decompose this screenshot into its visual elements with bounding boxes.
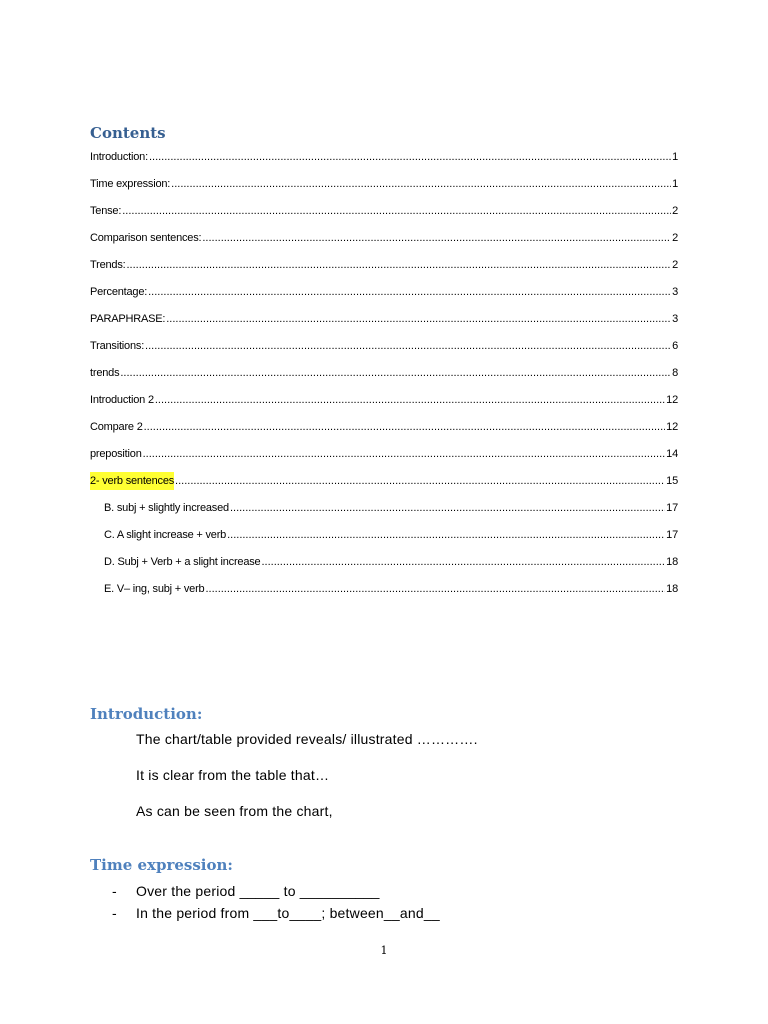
toc-dot-leader <box>171 175 671 193</box>
toc-entry-page: 3 <box>672 286 678 298</box>
introduction-line: It is clear from the table that… <box>136 767 330 783</box>
toc-entry-page: 1 <box>672 151 678 163</box>
toc-dot-leader <box>166 310 671 328</box>
toc-entry-title: Introduction: <box>90 151 148 163</box>
introduction-line: As can be seen from the chart, <box>136 803 333 819</box>
toc-dot-leader <box>155 391 665 409</box>
toc-entry-title: Compare 2 <box>90 421 143 433</box>
toc-entry-page: 3 <box>672 313 678 325</box>
introduction-heading: Introduction: <box>90 705 203 723</box>
list-item-text: Over the period _____ to __________ <box>136 883 380 899</box>
toc-dot-leader <box>227 526 665 544</box>
toc-entry-page: 17 <box>666 529 678 541</box>
time-expression-heading: Time expression: <box>90 856 233 874</box>
toc-entry-trends[interactable] <box>90 256 678 283</box>
toc-dot-leader <box>261 553 665 571</box>
toc-entry-time-expression[interactable] <box>90 175 678 202</box>
toc-dot-leader <box>148 283 671 301</box>
toc-entry-title: Introduction 2 <box>90 394 154 406</box>
toc-subentry-slight-increase-verb[interactable] <box>90 526 678 553</box>
toc-entry-title-highlighted: 2- verb sentences <box>90 472 174 490</box>
toc-dot-leader <box>145 337 671 355</box>
page-number: 1 <box>380 944 388 957</box>
toc-subentry-slightly-increased[interactable] <box>90 499 678 526</box>
toc-entry-preposition[interactable] <box>90 445 678 472</box>
toc-dot-leader <box>120 364 671 382</box>
toc-entry-title: Trends: <box>90 259 126 271</box>
toc-entry-percentage[interactable] <box>90 283 678 310</box>
table-of-contents <box>90 148 678 607</box>
toc-entry-title: Tense: <box>90 205 122 217</box>
toc-heading: Contents <box>90 124 166 142</box>
toc-entry-title: preposition <box>90 448 142 460</box>
toc-dot-leader <box>205 580 665 598</box>
dash-bullet-marker: - <box>112 883 117 899</box>
toc-subentry-subj-verb-slight-increase[interactable] <box>90 553 678 580</box>
toc-entry-title: Comparison sentences: <box>90 232 202 244</box>
toc-subentry-v-ing-subj-verb[interactable] <box>90 580 678 607</box>
toc-entry-title: Transitions: <box>90 340 145 352</box>
toc-entry-trends-lowercase[interactable] <box>90 364 678 391</box>
toc-entry-title: D. Subj + Verb + a slight increase <box>104 556 261 568</box>
list-item <box>112 904 440 926</box>
toc-dot-leader <box>149 148 671 166</box>
toc-entry-page: 2 <box>672 205 678 217</box>
toc-dot-leader <box>175 472 665 490</box>
toc-dot-leader <box>122 202 671 220</box>
toc-dot-leader <box>126 256 671 274</box>
toc-entry-page: 1 <box>672 178 678 190</box>
time-expression-list <box>112 882 440 926</box>
toc-entry-page: 18 <box>666 583 678 595</box>
toc-entry-title: Time expression: <box>90 178 171 190</box>
toc-entry-page: 17 <box>666 502 678 514</box>
toc-dot-leader <box>230 499 665 517</box>
dash-bullet-marker: - <box>112 905 117 921</box>
toc-entry-page: 12 <box>666 394 678 406</box>
toc-entry-transitions[interactable] <box>90 337 678 364</box>
toc-entry-title: B. subj + slightly increased <box>104 502 229 514</box>
toc-entry-page: 2 <box>672 259 678 271</box>
toc-entry-compare-2[interactable] <box>90 418 678 445</box>
toc-dot-leader <box>143 445 666 463</box>
toc-entry-page: 14 <box>666 448 678 460</box>
introduction-line: The chart/table provided reveals/ illustrated …………. <box>136 731 478 747</box>
toc-entry-paraphrase[interactable] <box>90 310 678 337</box>
toc-entry-title: E. V– ing, subj + verb <box>104 583 205 595</box>
toc-entry-introduction-2[interactable] <box>90 391 678 418</box>
toc-entry-page: 15 <box>666 475 678 487</box>
list-item <box>112 882 440 904</box>
toc-entry-introduction[interactable] <box>90 148 678 175</box>
toc-entry-title: PARAPHRASE: <box>90 313 166 325</box>
toc-dot-leader <box>202 229 671 247</box>
toc-entry-page: 6 <box>672 340 678 352</box>
toc-entry-comparison-sentences[interactable] <box>90 229 678 256</box>
toc-entry-page: 12 <box>666 421 678 433</box>
toc-entry-page: 8 <box>672 367 678 379</box>
toc-entry-title: C. A slight increase + verb <box>104 529 227 541</box>
list-item-text: In the period from ___to____; between__and__ <box>136 905 440 921</box>
toc-entry-title: trends <box>90 367 120 379</box>
toc-entry-title: Percentage: <box>90 286 148 298</box>
toc-dot-leader <box>144 418 666 436</box>
toc-entry-page: 2 <box>672 232 678 244</box>
toc-entry-tense[interactable] <box>90 202 678 229</box>
toc-entry-verb-sentences[interactable] <box>90 472 678 499</box>
toc-entry-page: 18 <box>666 556 678 568</box>
